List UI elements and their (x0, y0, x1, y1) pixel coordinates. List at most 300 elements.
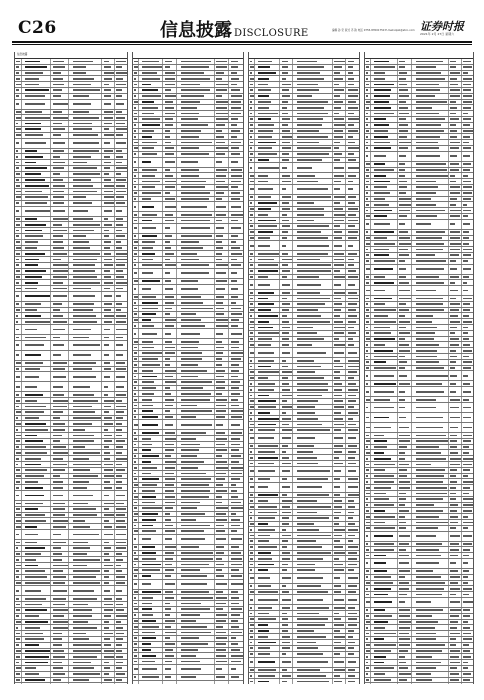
table-cell (139, 607, 163, 612)
table-cell (102, 228, 115, 233)
table-cell (115, 222, 127, 227)
table-cell (22, 207, 51, 216)
cell-text-block (73, 185, 94, 187)
table-cell (139, 312, 163, 317)
table-cell (215, 306, 230, 311)
cell-text-block (104, 282, 113, 284)
editor-contact-info: 编辑 孙 宏 版式 齐 韵 电话 0755-83501750 E-mail:zqsb@stcn.com (332, 28, 415, 32)
table-cell (69, 94, 102, 99)
cell-text-block (134, 214, 138, 216)
table-cell (229, 234, 243, 239)
cell-text-block (216, 118, 227, 120)
table-cell (163, 59, 177, 64)
table-cell (15, 479, 22, 484)
cell-text-block (216, 405, 226, 407)
table-cell (115, 341, 127, 350)
table-cell (102, 501, 115, 506)
table-cell (139, 494, 163, 499)
table-cell (139, 529, 163, 534)
cell-text-block (25, 344, 43, 346)
cell-text-block (165, 381, 176, 383)
table-cell (139, 234, 163, 239)
cell-text-block (116, 368, 126, 370)
cell-text-block (53, 615, 64, 617)
table-cell (177, 362, 215, 367)
table-cell (139, 442, 163, 447)
table-cell (215, 500, 230, 505)
table-cell (139, 212, 163, 217)
cell-text-block (73, 270, 95, 272)
cell-text-block (16, 247, 21, 249)
table-cell (69, 121, 102, 126)
cell-text-block (216, 61, 227, 63)
table-cell (69, 614, 102, 619)
cell-text-block (104, 547, 111, 549)
cell-text-block (231, 603, 239, 605)
table-cell (139, 285, 163, 294)
cell-text-block (181, 319, 202, 321)
cell-text-block (16, 344, 19, 346)
cell-text-block (73, 411, 96, 413)
cell-text-block (134, 603, 138, 605)
cell-text-block (116, 337, 123, 339)
table-cell (102, 201, 115, 206)
table-cell (15, 513, 22, 518)
cell-text-block (73, 173, 100, 175)
cell-text-block (181, 478, 212, 480)
cell-text-block (231, 564, 242, 566)
cell-text-block (134, 490, 137, 492)
cell-text-block (165, 235, 172, 237)
table-cell (177, 202, 215, 211)
table-cell (102, 625, 115, 630)
cell-text-block (181, 455, 197, 457)
table-cell (177, 648, 215, 653)
table-cell (22, 654, 51, 659)
table-cell (69, 524, 102, 529)
table-cell (51, 427, 69, 432)
table-cell (51, 445, 69, 450)
table-cell (15, 234, 22, 239)
table-cell (22, 468, 51, 473)
table-cell (22, 546, 51, 551)
table-cell (69, 189, 102, 194)
cell-text-block (104, 247, 111, 249)
cell-text-block (134, 591, 138, 593)
cell-text-block (25, 95, 45, 97)
cell-text-block (231, 608, 242, 610)
table-cell (69, 302, 102, 307)
table-cell (163, 420, 177, 429)
table-cell (102, 631, 115, 636)
table-cell (215, 146, 230, 151)
cell-text-block (53, 452, 68, 454)
cell-text-block (25, 590, 41, 592)
cell-text-block (134, 502, 137, 504)
table-cell (215, 529, 230, 534)
cell-text-block (165, 280, 171, 282)
table-cell (22, 100, 51, 109)
table-cell (229, 403, 243, 408)
cell-text-block (165, 247, 172, 249)
table-cell (139, 556, 163, 561)
table-cell (15, 172, 22, 177)
cell-text-block (216, 564, 224, 566)
cell-text-block (16, 570, 19, 572)
table-cell (22, 228, 51, 233)
cell-text-block (165, 214, 173, 216)
table-row (133, 285, 243, 295)
table-cell (229, 246, 243, 251)
cell-text-block (134, 313, 137, 315)
cell-text-block (134, 496, 138, 498)
cell-text-block (16, 526, 22, 528)
cell-text-block (116, 576, 125, 578)
table-cell (229, 306, 243, 311)
cell-text-block (134, 473, 137, 475)
table-cell (102, 154, 115, 159)
cell-text-block (181, 341, 199, 343)
table-cell (102, 335, 115, 340)
table-row (133, 158, 243, 168)
table-cell (215, 368, 230, 373)
table-cell (102, 367, 115, 372)
cell-text-block (16, 400, 21, 402)
cell-text-block (165, 416, 174, 418)
cell-text-block (181, 370, 207, 372)
table-cell (163, 179, 177, 184)
table-cell (215, 391, 230, 396)
cell-text-block (181, 107, 198, 109)
cell-text-block (16, 84, 22, 86)
table-cell (15, 602, 22, 607)
table-cell (15, 546, 22, 551)
cell-text-block (134, 393, 137, 395)
cell-text-block (165, 61, 172, 63)
cell-text-block (181, 552, 213, 554)
cell-text-block (116, 417, 122, 419)
cell-text-block (104, 162, 111, 164)
cell-text-block (104, 576, 109, 578)
cell-text-block (25, 253, 45, 255)
cell-text-block (165, 405, 173, 407)
cell-text-block (134, 66, 138, 68)
table-cell (163, 263, 177, 268)
table-cell (15, 110, 22, 115)
cell-text-block (231, 490, 237, 492)
table-cell (15, 398, 22, 403)
table-cell (69, 643, 102, 648)
cell-text-block (25, 89, 49, 91)
table-cell (163, 403, 177, 408)
table-cell (177, 295, 215, 300)
table-cell (115, 207, 127, 216)
cell-text-block (104, 295, 112, 297)
table-cell (163, 648, 177, 653)
cell-text-block (25, 440, 43, 442)
table-cell (102, 319, 115, 324)
table-row (15, 530, 127, 540)
cell-text-block (53, 514, 65, 516)
table-cell (215, 488, 230, 493)
table-cell (51, 313, 69, 318)
cell-text-block (104, 337, 109, 339)
table-cell (115, 581, 127, 586)
cell-text-block (181, 432, 206, 434)
table-cell (215, 76, 230, 81)
table-cell (177, 123, 215, 128)
table-cell (69, 654, 102, 659)
cell-text-block (142, 333, 157, 335)
cell-text-block (53, 679, 61, 681)
table-cell (15, 620, 22, 625)
table-cell (229, 568, 243, 573)
cell-text-block (25, 644, 39, 646)
table-cell (115, 456, 127, 461)
table-cell (69, 325, 102, 334)
table-cell (139, 152, 163, 157)
cell-text-block (116, 123, 125, 125)
cell-text-block (16, 469, 21, 471)
cell-text-block (116, 662, 123, 664)
cell-text-block (25, 627, 40, 629)
table-cell (115, 154, 127, 159)
cell-text-block (231, 438, 240, 440)
cell-text-block (16, 185, 20, 187)
table-cell (15, 637, 22, 642)
table-cell (177, 329, 215, 338)
cell-text-block (216, 416, 225, 418)
cell-text-block (16, 72, 19, 74)
table-cell (22, 172, 51, 177)
table-cell (15, 382, 22, 391)
cell-text-block (73, 303, 94, 305)
cell-text-block (134, 558, 138, 560)
table-cell (139, 630, 163, 635)
table-cell (229, 488, 243, 493)
table-cell (22, 518, 51, 523)
table-cell (51, 540, 69, 545)
cell-text-block (116, 406, 125, 408)
cell-text-block (142, 118, 161, 120)
cell-text-block (142, 341, 154, 343)
cell-text-block (216, 381, 225, 383)
cell-text-block (181, 253, 197, 255)
cell-text-block (116, 508, 125, 510)
table-cell (115, 392, 127, 397)
cell-text-block (116, 469, 125, 471)
cell-text-block (116, 354, 123, 356)
cell-text-block (231, 455, 242, 457)
table-cell (115, 313, 127, 318)
cell-text-block (116, 128, 126, 130)
cell-text-block (181, 632, 212, 634)
cell-text-block (116, 452, 122, 454)
cell-text-block (142, 113, 154, 115)
table-cell (102, 166, 115, 171)
table-cell (15, 649, 22, 654)
table-cell (215, 459, 230, 464)
table-cell (163, 234, 177, 239)
table-cell (69, 207, 102, 216)
table-cell (229, 465, 243, 470)
cell-text-block (216, 341, 222, 343)
cell-text-block (73, 309, 94, 311)
cell-text-block (216, 130, 222, 132)
table-cell (15, 240, 22, 245)
cell-text-block (142, 247, 154, 249)
table-cell (215, 562, 230, 567)
table-cell (15, 614, 22, 619)
cell-text-block (104, 241, 111, 243)
table-cell (102, 286, 115, 291)
table-cell (229, 197, 243, 202)
cell-text-block (181, 502, 200, 504)
cell-text-block (25, 495, 44, 497)
table-cell (69, 222, 102, 227)
table-cell (215, 295, 230, 300)
table-cell (51, 372, 69, 381)
cell-text-block (142, 558, 156, 560)
cell-text-block (165, 72, 176, 74)
cell-text-block (181, 220, 210, 222)
table-cell (177, 76, 215, 81)
table-cell (139, 191, 163, 196)
cell-text-block (53, 627, 68, 629)
cell-text-block (25, 503, 43, 505)
table-cell (22, 166, 51, 171)
cell-text-block (165, 597, 174, 599)
table-cell (229, 158, 243, 167)
cell-text-block (53, 487, 63, 489)
cell-text-block (16, 553, 20, 555)
cell-text-block (165, 296, 175, 298)
table-cell (15, 678, 22, 683)
cell-text-block (165, 461, 176, 463)
cell-text-block (104, 224, 112, 226)
cell-text-block (165, 264, 176, 266)
cell-text-block (53, 469, 65, 471)
table-cell (115, 450, 127, 455)
table-cell (15, 427, 22, 432)
cell-text-block (73, 259, 97, 261)
table-cell (51, 462, 69, 467)
table-cell (115, 246, 127, 251)
cell-text-block (142, 583, 151, 585)
table-cell (102, 398, 115, 403)
cell-text-block (231, 444, 240, 446)
cell-text-block (216, 227, 224, 229)
cell-text-block (116, 295, 121, 297)
table-cell (163, 545, 177, 550)
cell-text-block (25, 679, 44, 681)
cell-text-block (104, 66, 112, 68)
table-cell (69, 660, 102, 665)
table-cell (51, 351, 69, 360)
table-cell (115, 275, 127, 280)
cell-text-block (53, 224, 62, 226)
cell-text-block (25, 276, 41, 278)
cell-text-block (25, 270, 46, 272)
cell-text-block (142, 416, 158, 418)
table-cell (22, 292, 51, 301)
table-cell (69, 456, 102, 461)
table-cell (69, 666, 102, 671)
cell-text-block (73, 295, 95, 297)
cell-text-block (142, 325, 155, 327)
cell-text-block (25, 72, 43, 74)
cell-text-block (16, 295, 20, 297)
cell-text-block (165, 661, 172, 663)
cell-text-block (216, 583, 227, 585)
cell-text-block (73, 435, 95, 437)
table-row (15, 292, 127, 302)
table-cell (139, 380, 163, 385)
cell-text-block (181, 387, 204, 389)
table-cell (102, 121, 115, 126)
cell-text-block (134, 220, 138, 222)
table-cell (139, 483, 163, 488)
table-cell (69, 280, 102, 285)
table-cell (139, 202, 163, 211)
cell-text-block (53, 423, 65, 425)
cell-text-block (73, 84, 91, 86)
cell-text-block (16, 235, 19, 237)
cell-text-block (134, 118, 137, 120)
table-cell (177, 117, 215, 122)
table-cell (69, 575, 102, 580)
cell-text-block (134, 432, 136, 434)
cell-text-block (181, 84, 200, 86)
cell-text-block (116, 259, 126, 261)
table-cell (69, 372, 102, 381)
table-cell (115, 563, 127, 568)
cell-text-block (53, 417, 60, 419)
cell-text-block (134, 364, 137, 366)
table-cell (22, 524, 51, 529)
cell-text-block (53, 376, 67, 378)
cell-text-block (216, 399, 227, 401)
cell-text-block (25, 362, 43, 364)
cell-text-block (142, 61, 159, 63)
table-cell (229, 545, 243, 550)
table-cell (69, 450, 102, 455)
cell-text-block (142, 66, 162, 68)
table-cell (163, 88, 177, 93)
cell-text-block (216, 393, 222, 395)
table-cell (15, 485, 22, 490)
table-cell (102, 649, 115, 654)
cell-text-block (53, 576, 67, 578)
cell-text-block (73, 638, 90, 640)
table-cell (22, 404, 51, 409)
cell-text-block (216, 142, 225, 144)
cell-text-block (116, 210, 122, 212)
table-cell (163, 500, 177, 505)
cell-text-block (25, 406, 46, 408)
cell-text-block (216, 569, 222, 571)
table-cell (139, 374, 163, 379)
table-cell (215, 312, 230, 317)
cell-text-block (134, 130, 137, 132)
cell-text-block (142, 591, 162, 593)
table-cell (215, 71, 230, 76)
cell-text-block (53, 475, 60, 477)
cell-text-block (142, 519, 156, 521)
cell-text-block (231, 253, 242, 255)
table-cell (69, 139, 102, 148)
cell-text-block (53, 150, 64, 152)
